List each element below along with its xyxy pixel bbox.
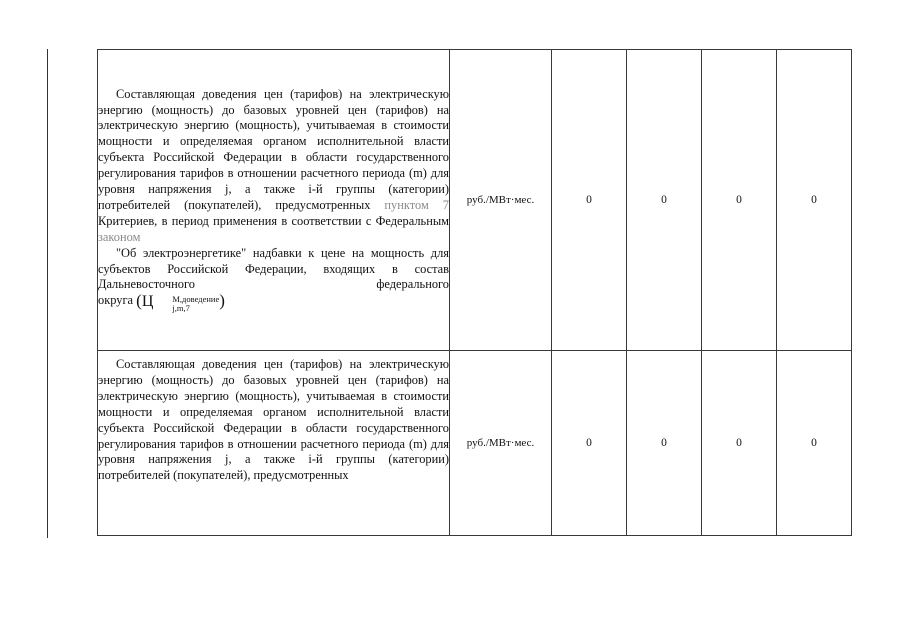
table-row: [98, 50, 852, 351]
row-value-2: 0: [627, 50, 702, 351]
row-unit: руб./МВт·мес.: [450, 351, 552, 536]
row-value-2: 0: [627, 351, 702, 536]
row-value-1: 0: [552, 50, 627, 351]
row-value-4: 0: [777, 50, 852, 351]
formula-subscript: j,m,7: [172, 303, 190, 314]
row-description: Составляющая доведения цен (тарифов) на электрическую энергию (мощность) до базовых уровней цен (тарифов) на электрическую энергию (мощность), учитываемая в стоимости мощности и определяемая органом исполнительной власти субъекта Российской Федерации в области государственного регулирования тарифов в отношении расчетного периода (m) для уровня напряжения j, а также i-й группы (категории) потребителей (покупателей), предусмотренных: [98, 357, 449, 483]
row-value-3: 0: [702, 351, 777, 536]
formula-superscript: М,доведение: [172, 294, 220, 305]
row-description-cell: [98, 50, 450, 351]
formula-symbol: Ц: [141, 293, 154, 311]
formula-text: округа (Ц М,доведение j,m,7 ): [98, 291, 225, 314]
row-description-cell: [98, 351, 450, 536]
link-zakon[interactable]: законом: [98, 229, 141, 244]
tariff-table: [97, 49, 852, 536]
row-value-3: 0: [702, 50, 777, 351]
table-row: [98, 351, 852, 536]
page-margin-line: [47, 49, 48, 538]
row-description: Составляющая доведения цен (тарифов) на электрическую энергию (мощность) до базовых уровней цен (тарифов) на электрическую энергию (мощность), учитываемая в стоимости мощности и определяемая органом исполнительной власти субъекта Российской Федерации в области государственного регулирования тарифов в отношении расчетного периода (m) для уровня напряжения j, а также i-й группы (категории) потребителей (покупателей), предусмотренных пунктом 7 Критериев, в период применения в соответствии с Федеральным законом "Об электроэнергетике" надбавки к цене на мощность для субъектов Российской Федерации, входящих в состав Дальневосточного федерального округа (Ц М,доведение j,m,7 ): [98, 86, 449, 314]
row-unit: руб./МВт·мес.: [450, 50, 552, 351]
link-punkt-7[interactable]: пунктом 7: [384, 197, 449, 212]
row-value-4: 0: [777, 351, 852, 536]
row-value-1: 0: [552, 351, 627, 536]
